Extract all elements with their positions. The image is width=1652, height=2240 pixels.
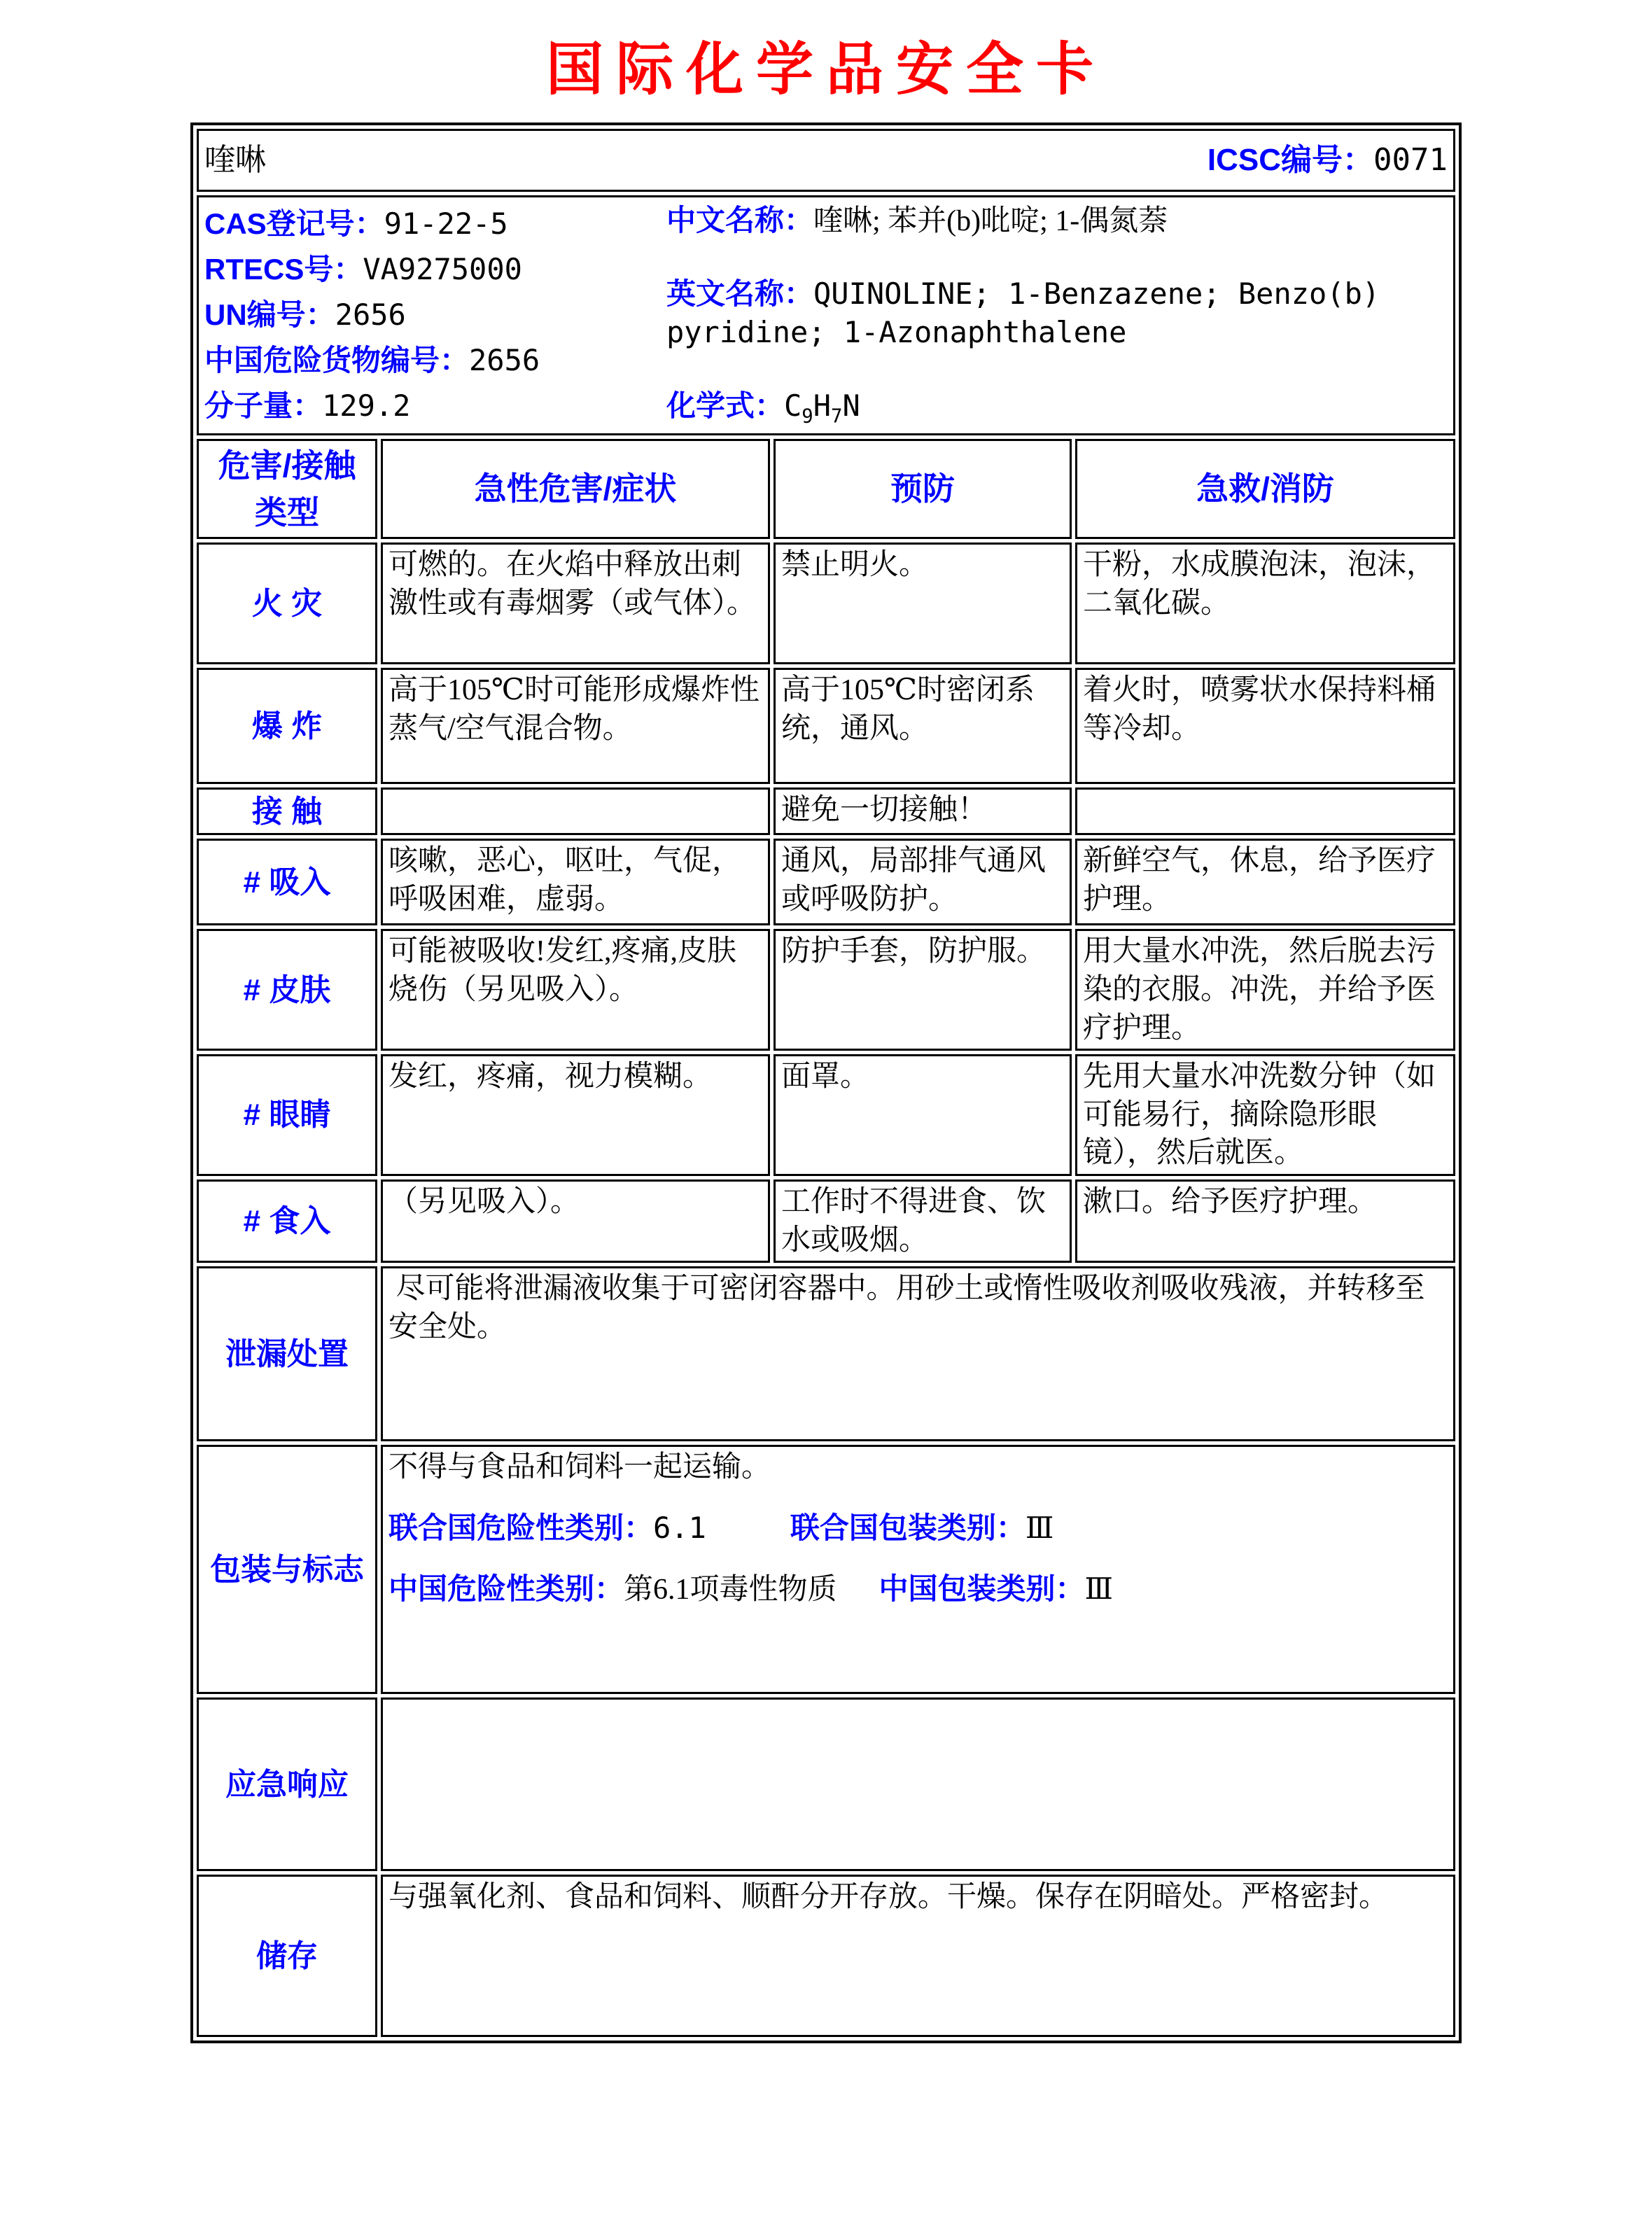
inhalation-firstaid: 新鲜空气，休息，给予医疗护理。 — [1075, 839, 1455, 925]
explosion-symptoms: 高于105℃时可能形成爆炸性蒸气/空气混合物。 — [381, 668, 770, 784]
row-eyes — [197, 1054, 1455, 1176]
row-explosion — [197, 668, 1455, 784]
row-spill-label: 泄漏处置 — [197, 1266, 377, 1441]
row-explosion-label: 爆 炸 — [197, 668, 377, 784]
name-row — [197, 129, 1455, 192]
column-header-row — [197, 439, 1455, 539]
info-cell — [197, 195, 1455, 435]
china-dangerous-goods-number: 中国危险货物编号：2656 — [204, 343, 540, 377]
rtecs-number: RTECS号：VA9275000 — [204, 252, 522, 286]
contact-prevention: 避免一切接触！ — [774, 788, 1072, 835]
row-inhalation-label: # 吸入 — [197, 839, 377, 925]
row-skin — [197, 929, 1455, 1051]
cn-hazard-class-label: 中国危险性类别： — [388, 1572, 624, 1606]
un-packing-group-label: 联合国包装类别： — [790, 1511, 1026, 1544]
icsc-number-label: ICSC编号： — [1207, 143, 1374, 178]
header-prevention: 预防 — [774, 439, 1072, 539]
explosion-firstaid: 着火时，喷雾状水保持料桶等冷却。 — [1075, 668, 1455, 784]
ingestion-symptoms: （另见吸入）。 — [381, 1180, 770, 1263]
info-right-column — [666, 202, 1394, 429]
eyes-firstaid: 先用大量水冲洗数分钟（如可能易行，摘除隐形眼镜），然后就医。 — [1075, 1054, 1455, 1176]
row-ingestion-label: # 食入 — [197, 1180, 377, 1263]
eyes-symptoms: 发红，疼痛，视力模糊。 — [381, 1054, 770, 1176]
un-hazard-class-label: 联合国危险性类别： — [388, 1511, 653, 1544]
row-storage — [197, 1875, 1455, 2037]
header-acute-symptoms: 急性危害/症状 — [381, 439, 770, 539]
row-spill-disposal — [197, 1266, 1455, 1441]
ingestion-prevention: 工作时不得进食、饮水或吸烟。 — [774, 1180, 1072, 1263]
fire-prevention: 禁止明火。 — [774, 542, 1072, 664]
row-fire-label: 火 灾 — [197, 542, 377, 664]
packaging-cn-line — [388, 1570, 1448, 1609]
cn-packing-group-value: Ⅲ — [1084, 1574, 1114, 1606]
un-hazard-class-value: 6.1 — [653, 1510, 706, 1545]
skin-firstaid: 用大量水冲洗，然后脱去污染的衣服。冲洗，并给予医疗护理。 — [1075, 929, 1455, 1051]
cn-packing-group-label: 中国包装类别： — [878, 1572, 1085, 1606]
row-packaging-labelling — [197, 1445, 1455, 1694]
row-skin-label: # 皮肤 — [197, 929, 377, 1051]
info-left-column — [204, 202, 666, 429]
chinese-name: 中文名称：喹啉; 苯并(b)吡啶; 1-偶氮萘 — [666, 204, 1168, 237]
row-ingestion — [197, 1180, 1455, 1263]
fire-firstaid: 干粉，水成膜泡沫，泡沫，二氧化碳。 — [1075, 542, 1455, 664]
header-firstaid-firefighting: 急救/消防 — [1075, 439, 1455, 539]
row-contact — [197, 788, 1455, 835]
row-emergency-response — [197, 1698, 1455, 1871]
icsc-number-value: 0071 — [1373, 142, 1448, 178]
packaging-transport-note: 不得与食品和饲料一起运输。 — [388, 1451, 771, 1484]
inhalation-symptoms: 咳嗽，恶心，呕吐，气促，呼吸困难，虚弱。 — [381, 839, 770, 925]
inhalation-prevention: 通风，局部排气通风或呼吸防护。 — [774, 839, 1072, 925]
row-storage-label: 储存 — [197, 1875, 377, 2037]
spill-text: 尽可能将泄漏液收集于可密闭容器中。用砂土或惰性吸收剂吸收残液，并转移至安全处。 — [381, 1266, 1455, 1441]
header-hazard-type: 危害/接触 类型 — [197, 439, 377, 539]
row-packaging-label: 包装与标志 — [197, 1445, 377, 1694]
row-eyes-label: # 眼睛 — [197, 1054, 377, 1176]
emergency-text — [381, 1698, 1455, 1871]
explosion-prevention: 高于105℃时密闭系统，通风。 — [774, 668, 1072, 784]
english-name: 英文名称：QUINOLINE; 1-Benzazene; Benzo(b)pyridine; 1-Azonaphthalene — [666, 276, 1380, 350]
icsc-table — [190, 122, 1462, 2043]
page-title: 国际化学品安全卡 — [545, 38, 1106, 102]
contact-firstaid — [1075, 788, 1455, 835]
cas-number: CAS登记号：91-22-5 — [204, 206, 508, 241]
chemical-name: 喹啉 — [204, 143, 266, 178]
contact-symptoms — [381, 788, 770, 835]
packaging-content — [381, 1445, 1455, 1694]
skin-prevention: 防护手套，防护服。 — [774, 929, 1072, 1051]
fire-symptoms: 可燃的。在火焰中释放出刺激性或有毒烟雾（或气体）。 — [381, 542, 770, 664]
eyes-prevention: 面罩。 — [774, 1054, 1072, 1176]
packaging-un-line — [388, 1509, 1448, 1548]
row-contact-label: 接 触 — [197, 788, 377, 835]
ingestion-firstaid: 漱口。给予医疗护理。 — [1075, 1180, 1455, 1263]
storage-text: 与强氧化剂、食品和饲料、顺酐分开存放。干燥。保存在阴暗处。严格密封。 — [381, 1875, 1455, 2037]
molecular-weight: 分子量：129.2 — [204, 388, 411, 423]
cn-hazard-class-value: 第6.1项毒性物质 — [624, 1574, 837, 1606]
row-fire — [197, 542, 1455, 664]
name-cell — [197, 129, 1455, 192]
un-packing-group-value: Ⅲ — [1025, 1512, 1054, 1545]
row-emergency-label: 应急响应 — [197, 1698, 377, 1871]
chemical-formula: 化学式：$C_9H_7N$ — [666, 388, 860, 428]
info-row — [197, 195, 1455, 435]
row-inhalation — [197, 839, 1455, 925]
skin-symptoms: 可能被吸收!发红,疼痛,皮肤烧伤（另见吸入）。 — [381, 929, 770, 1051]
un-number: UN编号：2656 — [204, 298, 406, 332]
